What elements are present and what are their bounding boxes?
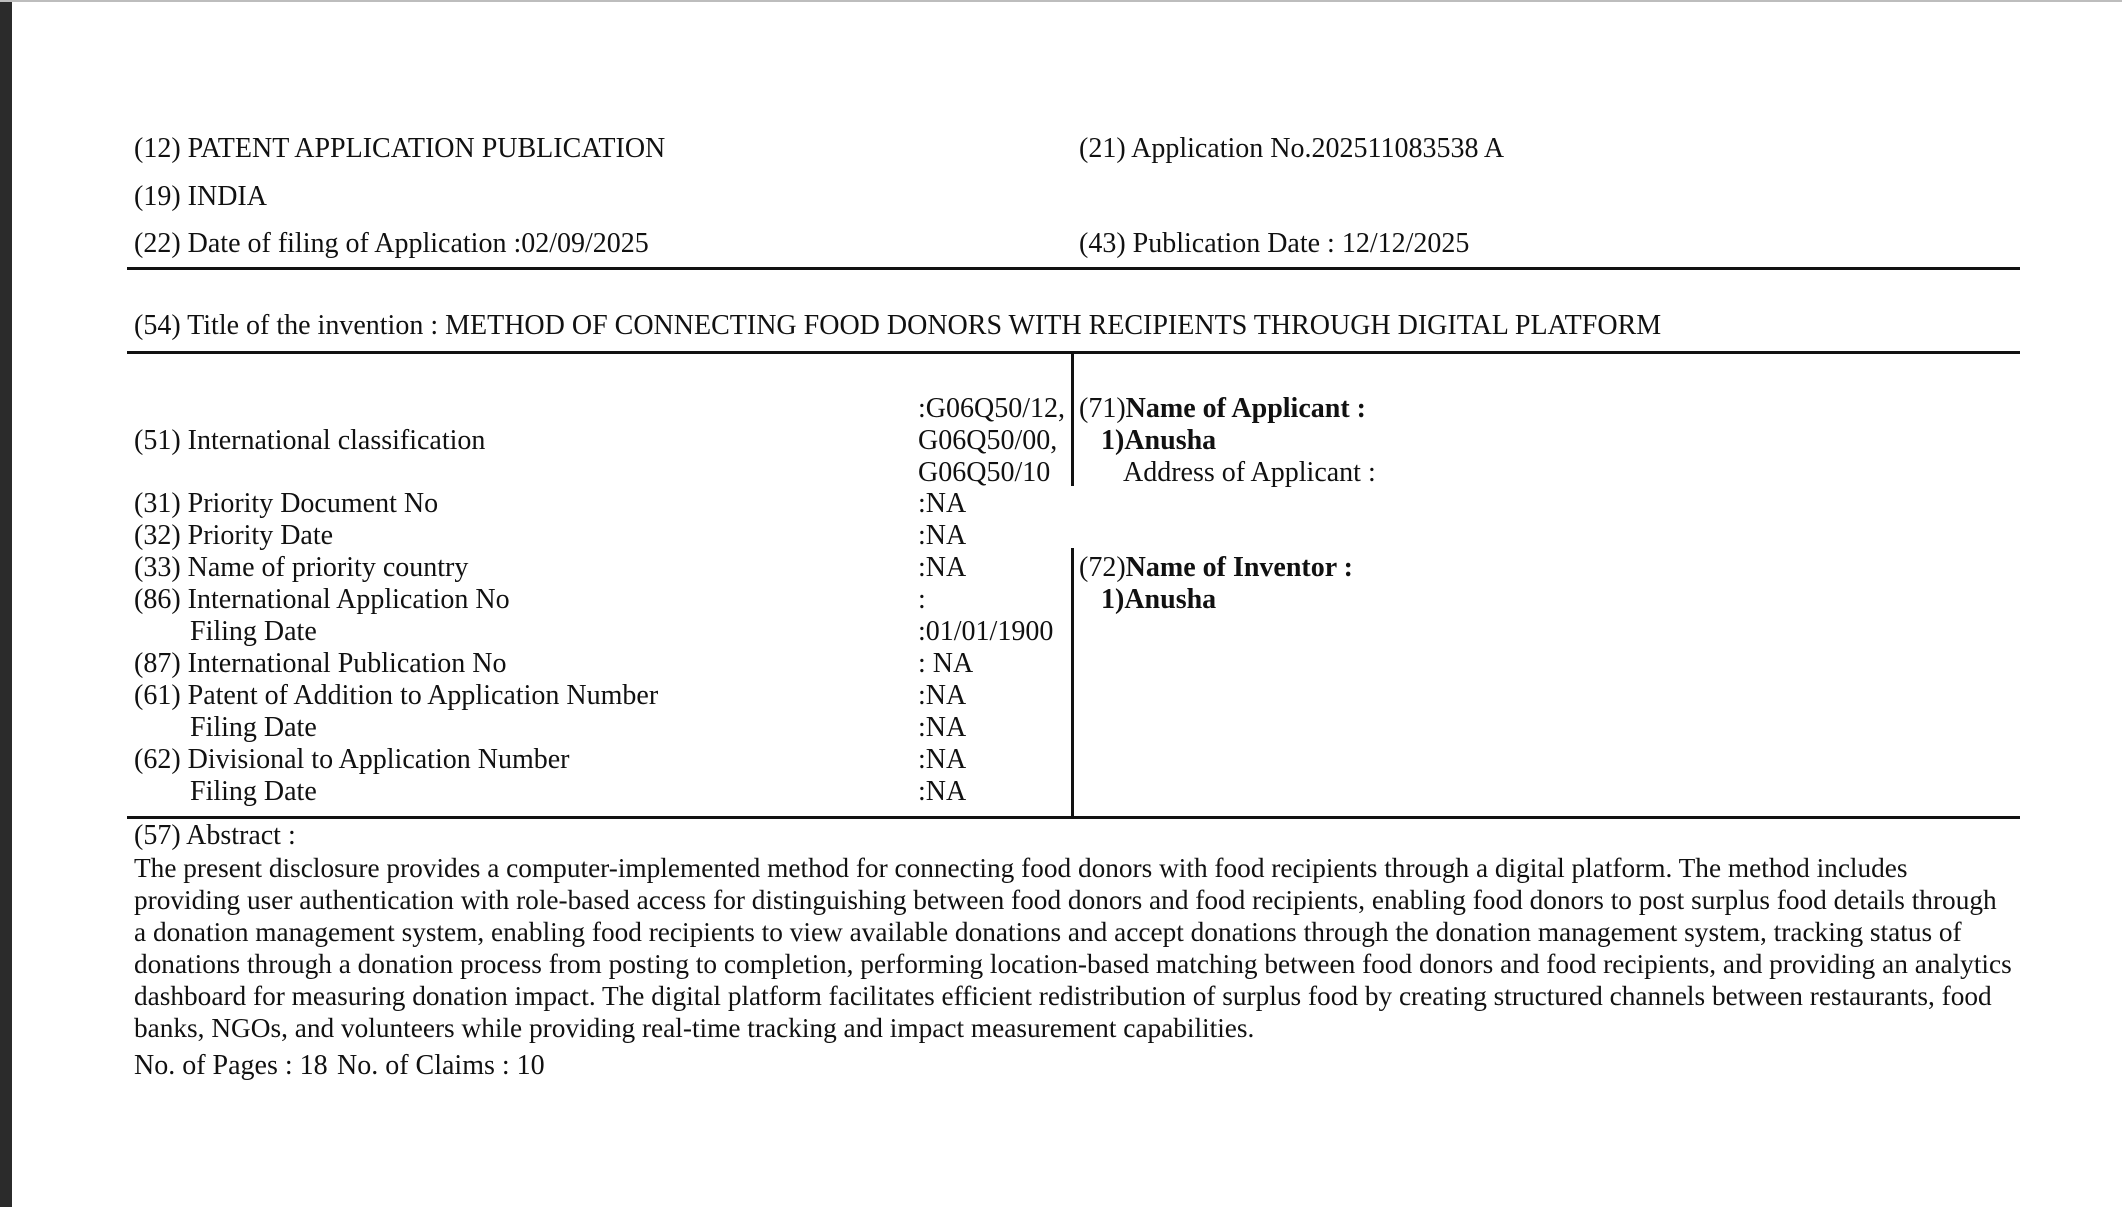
field-value-61: :NA [918,680,967,711]
column-divider-upper [1071,353,1074,486]
field-value-51-line2: G06Q50/00, [918,425,1058,456]
claim-count: No. of Claims : 10 [337,1050,545,1081]
viewer-left-edge [0,0,12,1207]
filing-date: (22) Date of filing of Application :02/09/2025 [134,228,649,259]
inventor-heading-code: (72) [1079,552,1126,583]
field-label-62-filing-date: Filing Date [190,776,317,807]
inventor-name: 1)Anusha [1101,584,1217,615]
field-value-86-filing-date: :01/01/1900 [918,616,1054,647]
field-label-51: (51) International classification [134,425,486,456]
header-divider [127,267,2020,270]
field-value-61-filing-date: :NA [918,712,967,743]
abstract-text: The present disclosure provides a computer-implemented method for connecting food donors with food recipients through a digital platform. The method includes providing user authentication with role-based access for distinguishing between food donors and food recipients, enabling food donors to post surplus food details through a donation management system, enabling food recipients to view available donations and accept donations through the donation management system, tracking status of donations through a donation process from posting to completion, performing location-based matching between food donors and food recipients, and providing an analytics dashboard for measuring donation impact. The digital platform facilitates efficient redistribution of surplus food by creating structured channels between restaurants, food banks, NGOs, and volunteers while providing real-time tracking and impact measurement capabilities. [134,853,2012,1043]
field-value-32: :NA [918,520,967,551]
viewer-top-edge [0,0,2122,2]
abstract-heading: (57) Abstract : [134,820,296,851]
field-value-62: :NA [918,744,967,775]
applicant-name: 1)Anusha [1101,425,1217,456]
field-label-33: (33) Name of priority country [134,552,469,583]
field-label-61: (61) Patent of Addition to Application Number [134,680,659,711]
publication-type: (12) PATENT APPLICATION PUBLICATION [134,133,666,164]
field-label-86: (86) International Application No [134,584,510,615]
applicant-heading-code: (71) [1079,393,1126,424]
field-label-62: (62) Divisional to Application Number [134,744,570,775]
field-value-87: : NA [918,648,974,679]
field-value-51-line3: G06Q50/10 [918,457,1051,488]
page-count: No. of Pages : 18 [134,1050,328,1081]
inventor-heading-label: Name of Inventor : [1125,552,1353,583]
field-value-33: :NA [918,552,967,583]
fields-divider [127,816,2020,819]
column-divider-lower [1071,548,1074,818]
field-label-86-filing-date: Filing Date [190,616,317,647]
country: (19) INDIA [134,181,267,212]
field-value-86: : [918,584,926,615]
field-label-31: (31) Priority Document No [134,488,439,519]
invention-title: (54) Title of the invention : METHOD OF CONNECTING FOOD DONORS WITH RECIPIENTS THROUGH DIGITAL PLATFORM [134,310,1662,341]
field-value-31: :NA [918,488,967,519]
field-value-51-line1: :G06Q50/12, [918,393,1065,424]
applicant-address-label: Address of Applicant : [1123,457,1376,488]
field-label-32: (32) Priority Date [134,520,334,551]
applicant-heading-label: Name of Applicant : [1125,393,1366,424]
publication-date: (43) Publication Date : 12/12/2025 [1079,228,1470,259]
application-number: (21) Application No.202511083538 A [1079,133,1505,164]
applicant-heading [1079,393,1366,425]
inventor-heading [1079,552,1353,584]
field-label-61-filing-date: Filing Date [190,712,317,743]
field-label-87: (87) International Publication No [134,648,507,679]
field-value-62-filing-date: :NA [918,776,967,807]
